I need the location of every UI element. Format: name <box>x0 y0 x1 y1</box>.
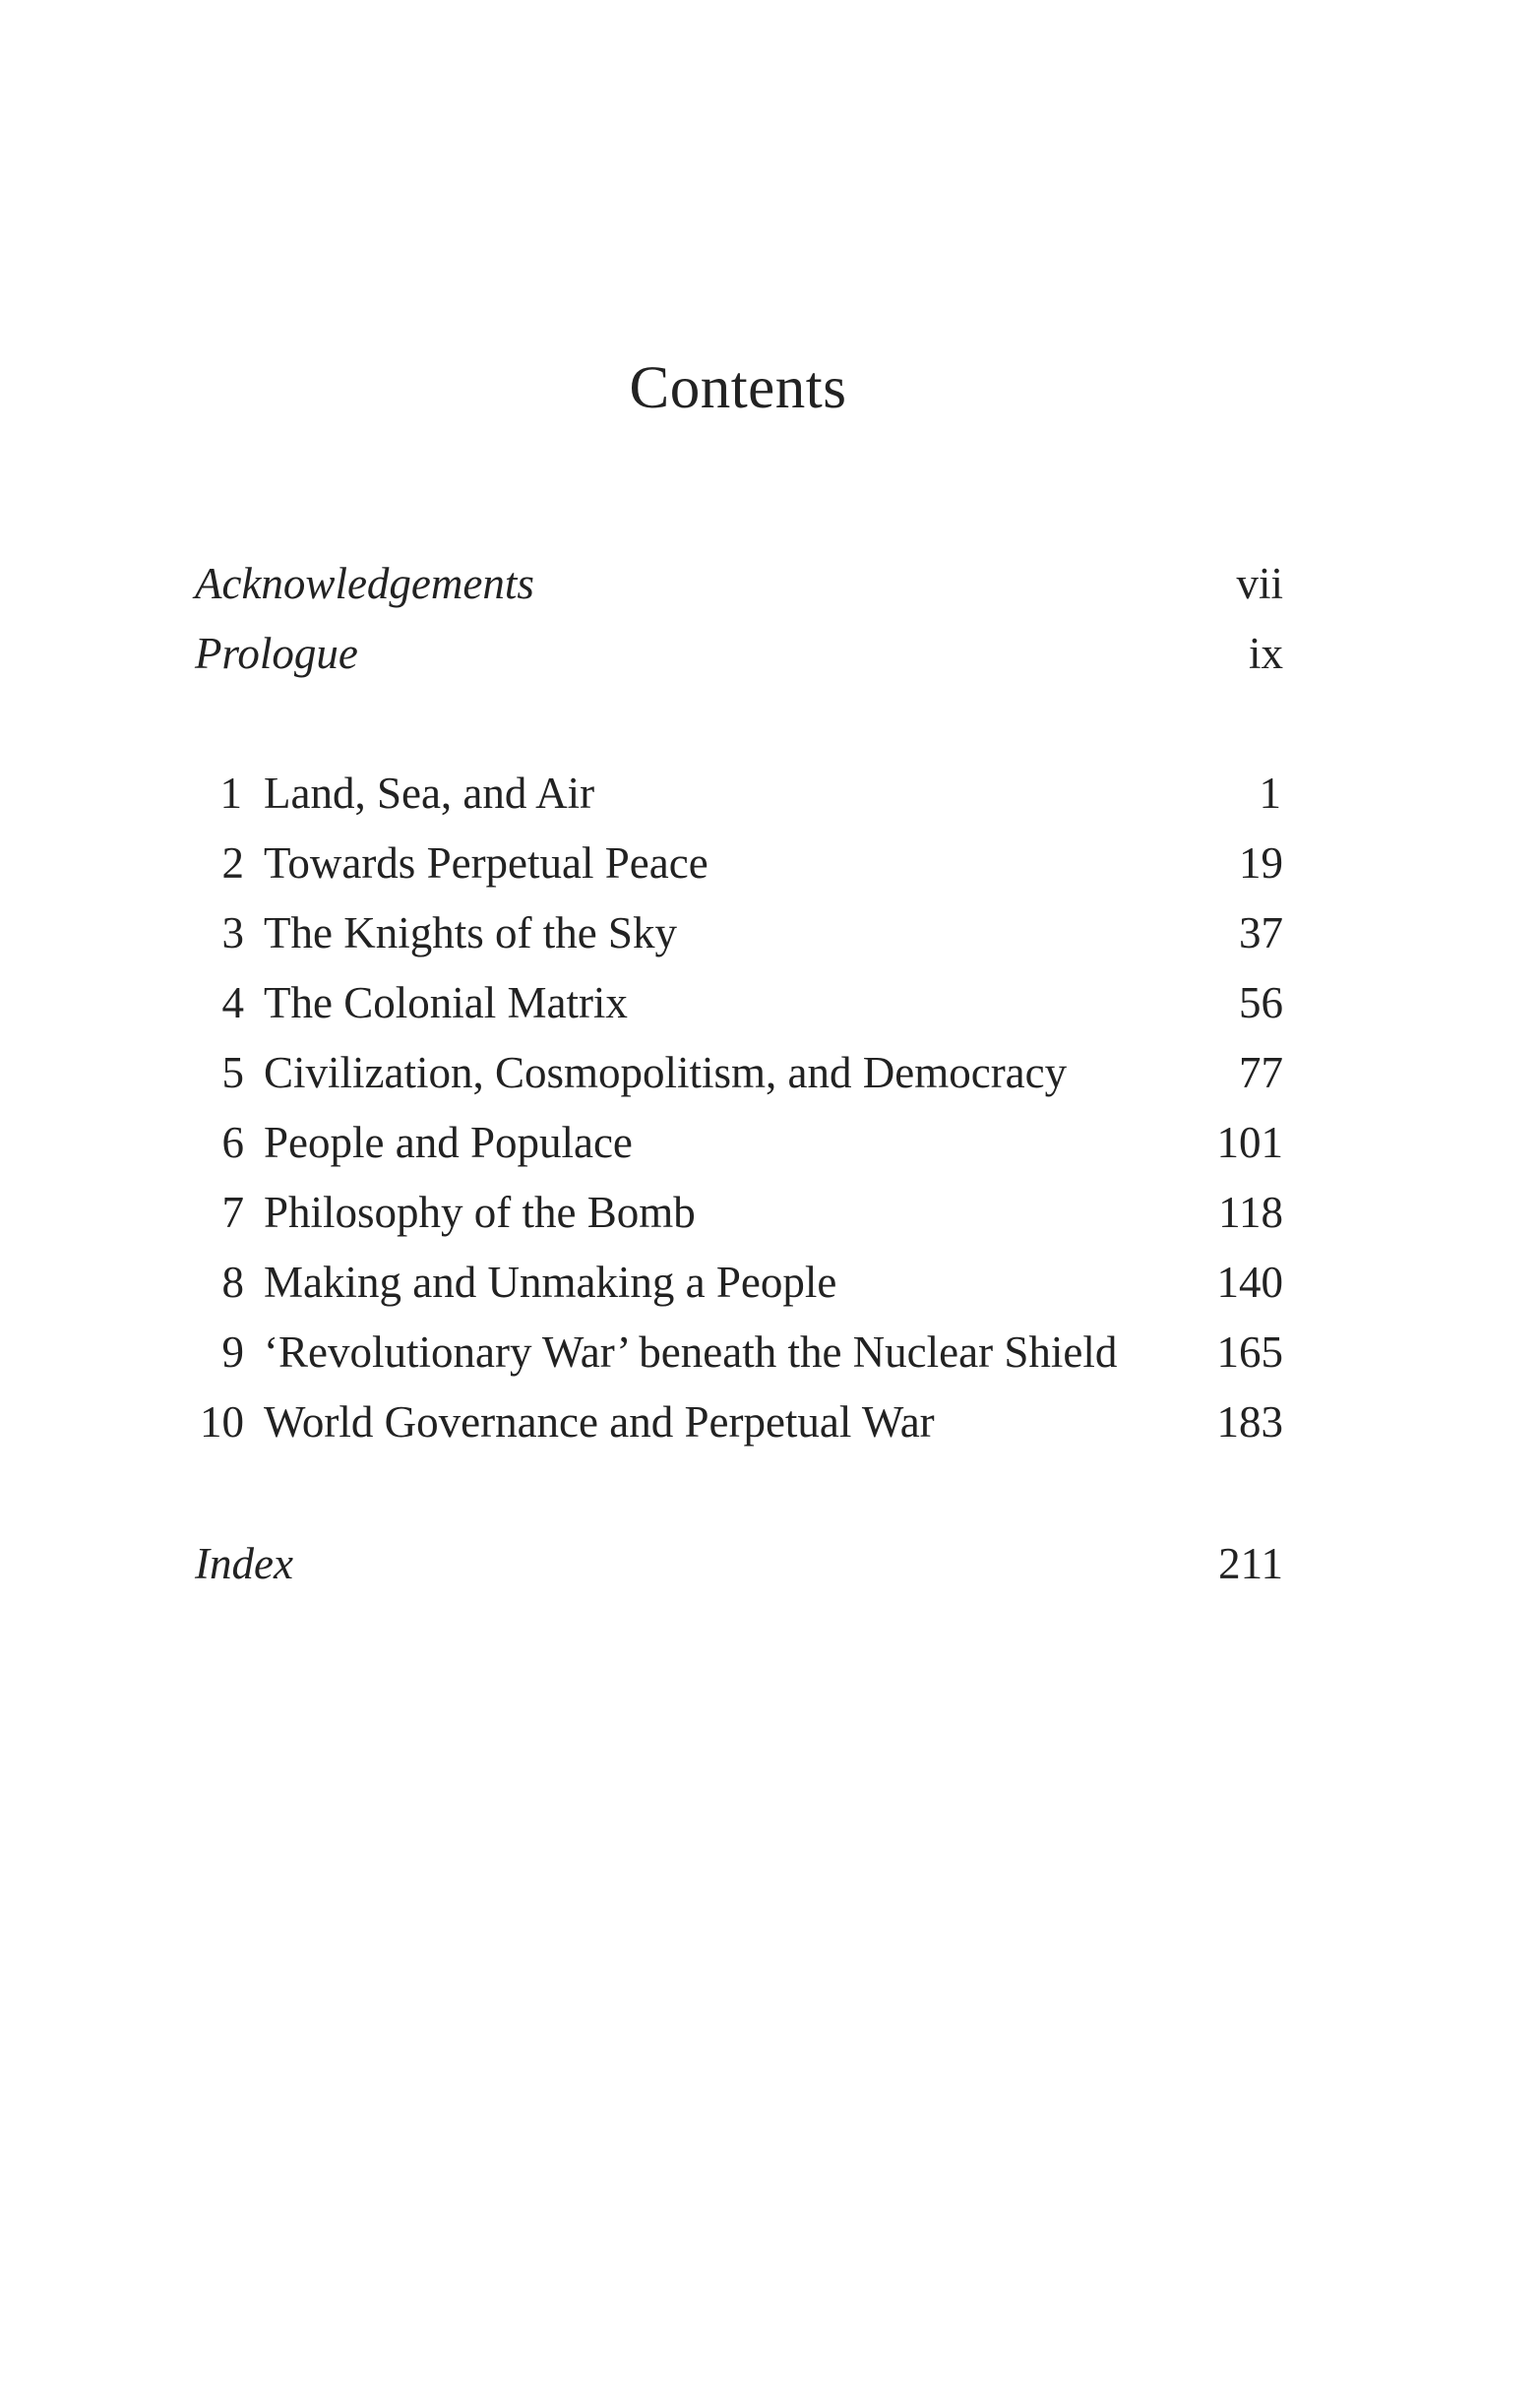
entry-label: World Governance and Perpetual War <box>264 1397 935 1447</box>
entry-page: ix <box>1248 629 1283 678</box>
toc-entry-chapter-2 <box>189 828 1283 898</box>
entry-page: 101 <box>1216 1118 1283 1167</box>
entry-label: Acknowledgements <box>195 559 534 608</box>
entry-page: vii <box>1236 559 1283 608</box>
chapter-number: 7 <box>221 1188 244 1237</box>
chapter-number: 3 <box>221 908 244 957</box>
toc-entry-chapter-9 <box>189 1317 1283 1388</box>
entry-page: 56 <box>1239 978 1283 1027</box>
chapter-number: 5 <box>221 1048 244 1097</box>
entry-label: ‘Revolutionary War’ beneath the Nuclear Shield <box>264 1327 1118 1377</box>
toc-entry-prologue <box>189 618 1283 689</box>
entry-page: 19 <box>1239 838 1283 888</box>
entry-page: 211 <box>1218 1539 1283 1588</box>
entry-label: Philosophy of the Bomb <box>264 1188 696 1237</box>
entry-label: The Knights of the Sky <box>264 908 677 957</box>
toc-entry-index <box>189 1528 1283 1599</box>
chapter-number: 1 <box>219 769 244 818</box>
toc-entry-chapter-10 <box>189 1387 1283 1457</box>
toc-entry-chapter-1 <box>189 758 1283 829</box>
toc-entry-acknowledgements <box>189 548 1283 619</box>
entry-label: Making and Unmaking a People <box>264 1258 837 1307</box>
entry-label: The Colonial Matrix <box>264 978 628 1027</box>
entry-label: Index <box>195 1539 293 1588</box>
entry-page: 118 <box>1218 1188 1283 1237</box>
entry-page: 165 <box>1216 1327 1283 1377</box>
entry-label: Prologue <box>195 629 358 678</box>
chapter-number: 2 <box>221 838 244 888</box>
entry-page: 183 <box>1216 1397 1283 1447</box>
entry-label: Towards Perpetual Peace <box>264 838 708 888</box>
chapter-number: 9 <box>221 1327 244 1377</box>
chapter-number: 4 <box>221 978 244 1027</box>
toc-entry-chapter-4 <box>189 967 1283 1038</box>
entry-label: Civilization, Cosmopolitism, and Democracy <box>264 1048 1068 1097</box>
entry-label: People and Populace <box>264 1118 633 1167</box>
entry-page: 140 <box>1216 1258 1283 1307</box>
toc-entry-chapter-6 <box>189 1107 1283 1178</box>
toc-entry-chapter-3 <box>189 897 1283 968</box>
page-title: Contents <box>629 355 847 421</box>
chapter-number: 10 <box>200 1397 244 1447</box>
entry-label: Land, Sea, and Air <box>264 769 595 818</box>
chapter-number: 6 <box>221 1118 244 1167</box>
entry-page: 77 <box>1239 1048 1283 1097</box>
chapter-number: 8 <box>221 1258 244 1307</box>
toc-entry-chapter-7 <box>189 1177 1283 1248</box>
entry-page: 37 <box>1239 908 1283 957</box>
toc-entry-chapter-5 <box>189 1037 1283 1108</box>
toc-entry-chapter-8 <box>189 1247 1283 1318</box>
entry-page: 1 <box>1259 769 1283 818</box>
